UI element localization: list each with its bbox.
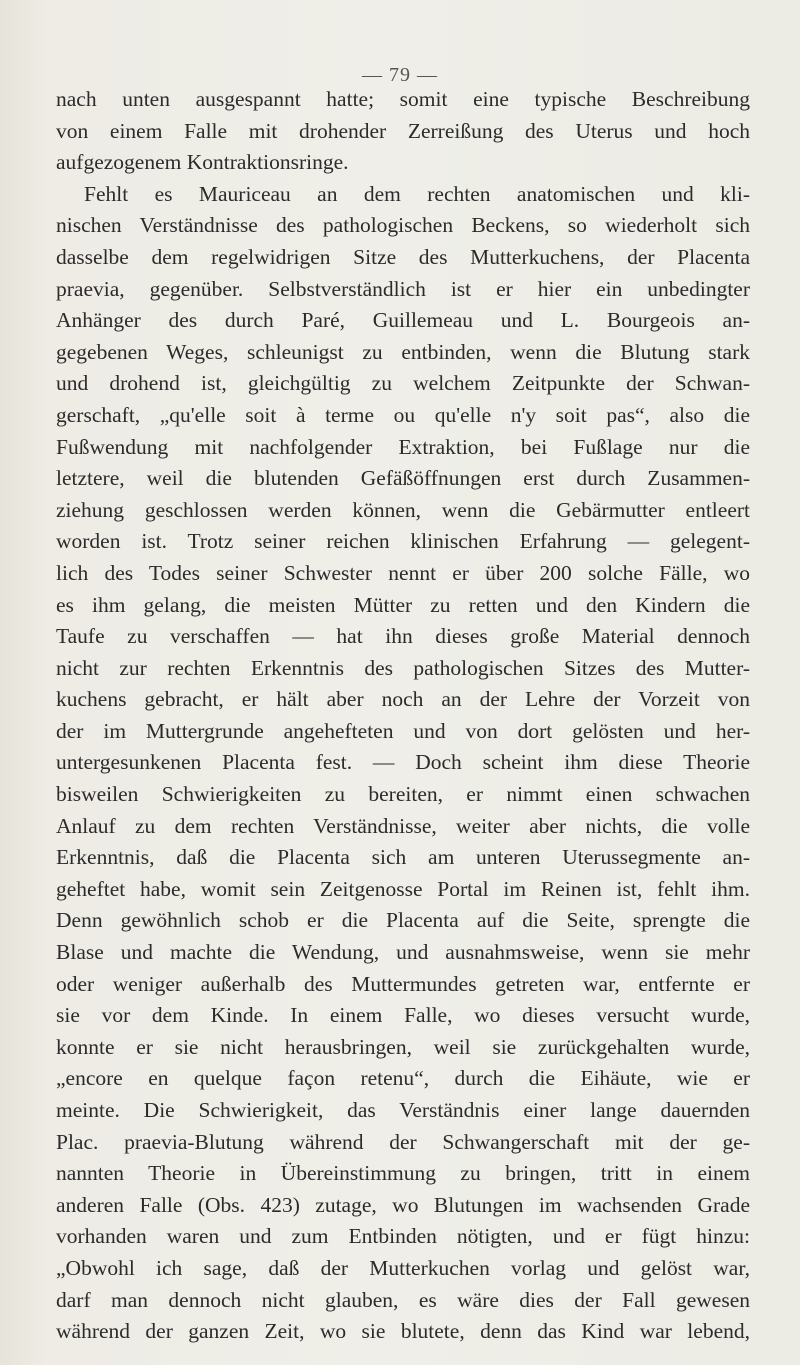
text-line: anderen Falle (Obs. 423) zutage, wo Blutungen im wachsenden Grade — [56, 1192, 750, 1217]
text-line: Blase und machte die Wendung, und ausnahmsweise, wenn sie mehr — [56, 940, 750, 965]
text-line: Taufe zu verschaffen — hat ihn dieses große Material dennoch — [56, 624, 750, 649]
text-line: und drohend ist, gleichgültig zu welchem Zeitpunkte der Schwan- — [56, 371, 750, 396]
text-line: geheftet habe, womit sein Zeitgenosse Portal im Reinen ist, fehlt ihm. — [56, 876, 750, 901]
text-line: dasselbe dem regelwidrigen Sitze des Mutterkuchens, der Placenta — [56, 244, 750, 269]
text-line: von einem Falle mit drohender Zerreißung des Uterus und hoch — [56, 118, 750, 143]
text-line: es ihm gelang, die meisten Mütter zu retten und den Kindern die — [56, 592, 750, 617]
text-line: konnte er sie nicht herausbringen, weil sie zurückgehalten wurde, — [56, 1034, 750, 1059]
text-line: letztere, weil die blutenden Gefäßöffnungen erst durch Zusammen- — [56, 466, 750, 491]
page-number: — 79 — — [362, 64, 438, 86]
text-line: kuchens gebracht, er hält aber noch an der Lehre der Vorzeit von — [56, 687, 750, 712]
text-line: nicht zur rechten Erkenntnis des pathologischen Sitzes des Mutter- — [56, 655, 750, 680]
text-line: Erkenntnis, daß die Placenta sich am unteren Uterussegmente an- — [56, 845, 750, 870]
text-line: lich des Todes seiner Schwester nennt er über 200 solche Fälle, wo — [56, 560, 750, 585]
text-line: bisweilen Schwierigkeiten zu bereiten, er nimmt einen schwachen — [56, 782, 750, 807]
text-line: während der ganzen Zeit, wo sie blutete, denn das Kind war lebend, — [56, 1319, 750, 1344]
text-line: Plac. praevia-Blutung während der Schwangerschaft mit der ge- — [56, 1129, 750, 1154]
text-line: aufgezogenem Kontraktionsringe. — [56, 150, 349, 175]
text-line: nannten Theorie in Übereinstimmung zu bringen, tritt in einem — [56, 1161, 750, 1186]
text-line: nach unten ausgespannt hatte; somit eine typische Beschreibung — [56, 87, 750, 111]
text-line: Anlauf zu dem rechten Verständnisse, weiter aber nichts, die volle — [56, 813, 750, 838]
text-line: darf man dennoch nicht glauben, es wäre dies der Fall gewesen — [56, 1287, 750, 1312]
text-line: sie vor dem Kinde. In einem Falle, wo dieses versucht wurde, — [56, 1003, 750, 1028]
text-line: Fehlt es Mauriceau an dem rechten anatomischen und kli- — [84, 181, 750, 206]
body-text — [56, 84, 750, 1348]
text-line: der im Muttergrunde angehefteten und von dort gelösten und her- — [56, 718, 750, 743]
text-line: ziehung geschlossen werden können, wenn die Gebärmutter entleert — [56, 497, 750, 522]
text-line: meinte. Die Schwierigkeit, das Verständnis einer lange dauernden — [56, 1098, 750, 1122]
text-line: nischen Verständnisse des pathologischen Beckens, so wiederholt sich — [56, 213, 750, 238]
text-line: Fußwendung mit nachfolgender Extraktion, bei Fußlage nur die — [56, 434, 750, 459]
text-line: gerschaft, „qu'elle soit à terme ou qu'elle n'y soit pas“, also die — [56, 402, 750, 427]
text-line: praevia, gegenüber. Selbstverständlich ist er hier ein unbedingter — [56, 276, 750, 301]
text-line: vorhanden waren und zum Entbinden nötigten, und er fügt hinzu: — [56, 1224, 750, 1249]
text-line: Denn gewöhnlich schob er die Placenta auf die Seite, sprengte die — [56, 908, 750, 933]
text-line: „encore en quelque façon retenu“, durch die Eihäute, wie er — [56, 1066, 750, 1091]
text-line: worden ist. Trotz seiner reichen klinischen Erfahrung — gelegent- — [56, 529, 750, 554]
text-line: „Obwohl ich sage, daß der Mutterkuchen vorlag und gelöst war, — [56, 1255, 750, 1280]
text-line: Anhänger des durch Paré, Guillemeau und L. Bourgeois an- — [56, 308, 750, 333]
text-line: gegebenen Weges, schleunigst zu entbinden, wenn die Blutung stark — [56, 339, 750, 364]
text-line: untergesunkenen Placenta fest. — Doch scheint ihm diese Theorie — [56, 750, 750, 775]
text-line: oder weniger außerhalb des Muttermundes getreten war, entfernte er — [56, 971, 750, 996]
